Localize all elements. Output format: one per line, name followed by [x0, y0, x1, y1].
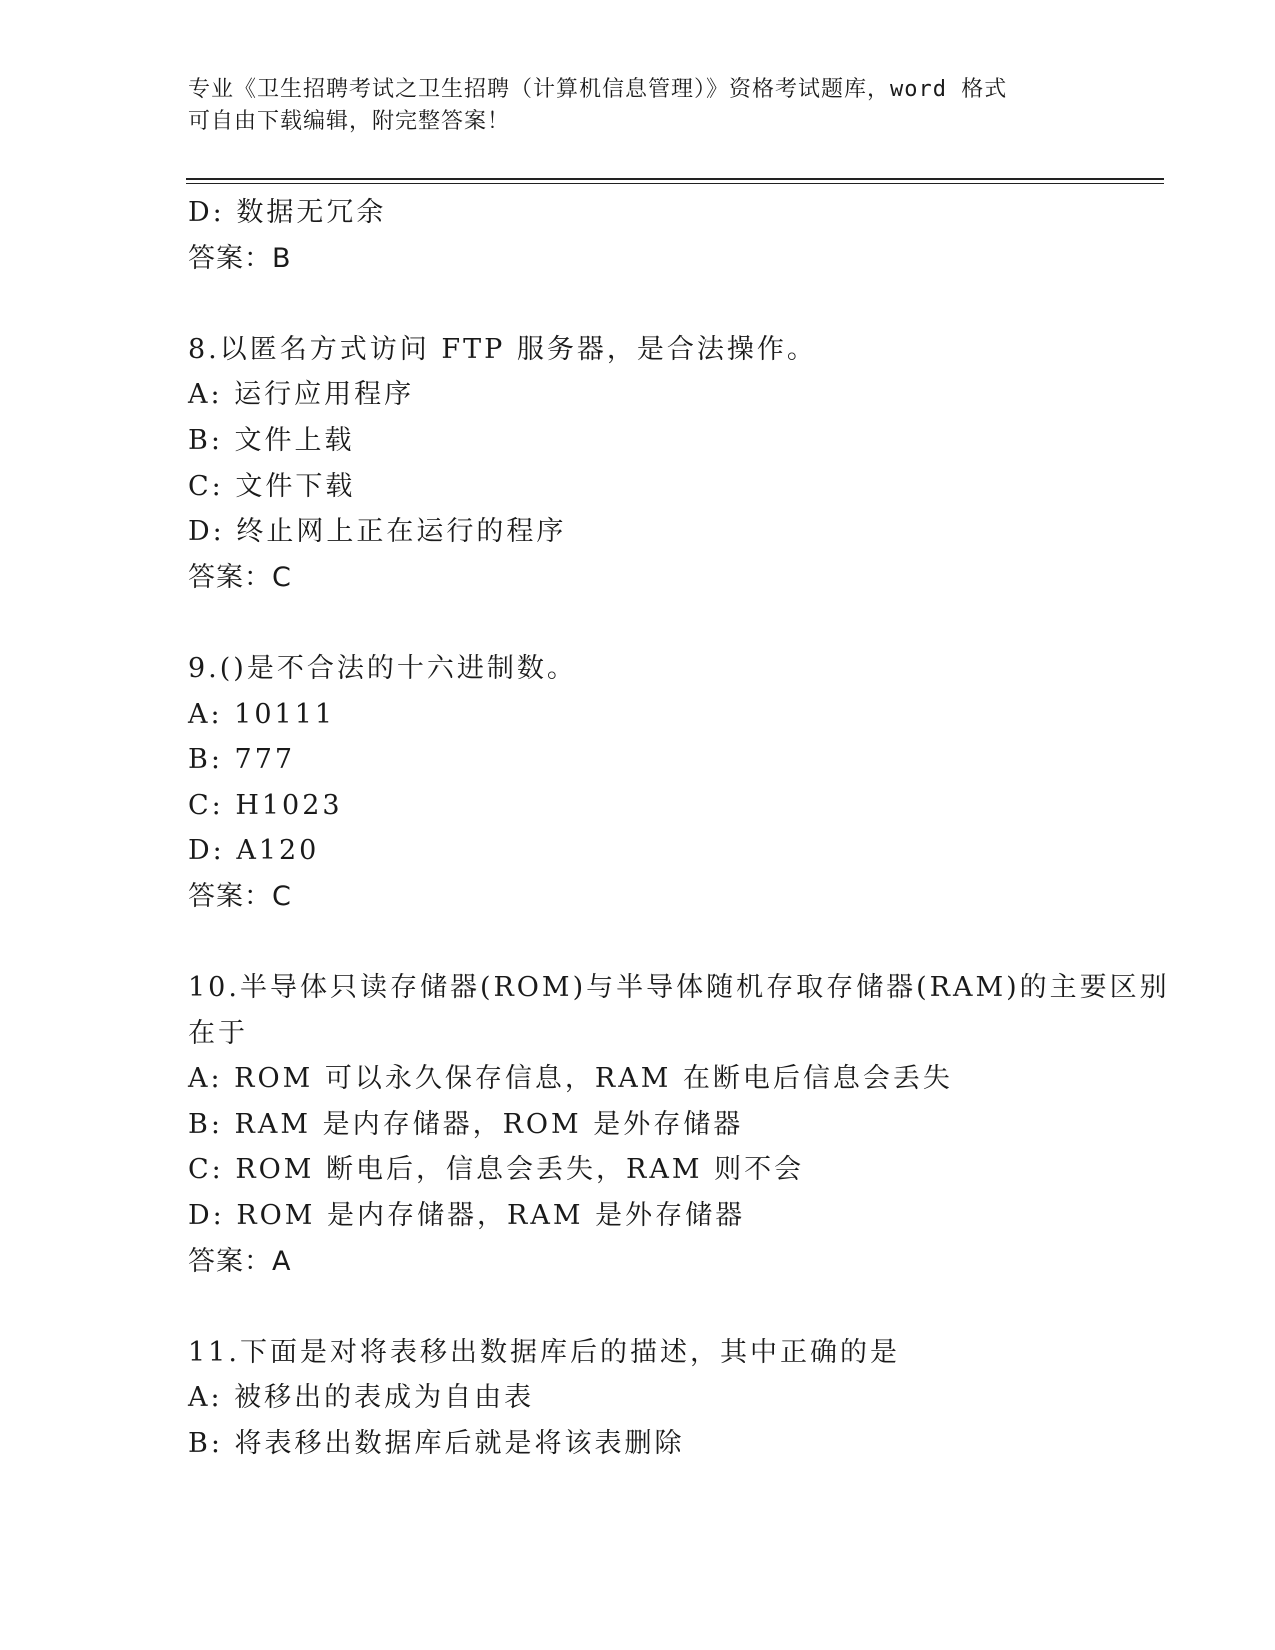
option-d: D: ROM 是内存储器，RAM 是外存储器	[188, 1200, 746, 1232]
option-c: C: H1023	[188, 789, 343, 821]
option-d: D: A120	[188, 835, 320, 867]
question-stem: 11.下面是对将表移出数据库后的描述，其中正确的是	[188, 1336, 900, 1368]
answer-line: 答案：A	[188, 1245, 292, 1277]
option-d: D: 终止网上正在运行的程序	[188, 516, 567, 548]
answer-line: 答案：B	[188, 242, 292, 274]
option-a: A: 被移出的表成为自由表	[188, 1382, 535, 1414]
question-stem: 9.()是不合法的十六进制数。	[188, 652, 577, 684]
option-a: A: 运行应用程序	[188, 379, 415, 411]
question-8	[188, 327, 1088, 601]
spacer	[188, 1284, 1088, 1330]
document-body	[188, 190, 1170, 1467]
question-7-tail	[188, 190, 1088, 281]
question-stem-line-2: 在于	[188, 1017, 248, 1049]
document-header	[188, 74, 1088, 138]
question-10	[188, 965, 1170, 1284]
question-stem-line-1: 10.半导体只读存储器(ROM)与半导体随机存取存储器(RAM)的主要区别	[188, 972, 1170, 1004]
option-a: A: 10111	[188, 698, 336, 730]
option-a: A: ROM 可以永久保存信息，RAM 在断电后信息会丢失	[188, 1063, 953, 1095]
option-b: B: 文件上载	[188, 424, 355, 456]
question-stem: 8.以匿名方式访问 FTP 服务器，是合法操作。	[188, 333, 817, 365]
header-line-1: 专业《卫生招聘考试之卫生招聘（计算机信息管理）》资格考试题库，word 格式	[188, 77, 1008, 102]
answer-line: 答案：C	[188, 561, 292, 593]
option-c: C: 文件下载	[188, 470, 356, 502]
header-line-2: 可自由下载编辑，附完整答案！	[188, 109, 511, 134]
option-b: B: RAM 是内存储器，ROM 是外存储器	[188, 1108, 744, 1140]
option-b: B: 将表移出数据库后就是将该表删除	[188, 1428, 685, 1460]
header-rule-thick	[186, 178, 1164, 180]
question-11	[188, 1330, 1088, 1467]
question-9	[188, 646, 1088, 920]
spacer	[188, 600, 1088, 646]
answer-line: 答案：C	[188, 880, 292, 912]
spacer	[188, 920, 1088, 966]
header-rule-thin	[186, 183, 1164, 184]
spacer	[188, 281, 1088, 327]
option-d: D: 数据无冗余	[188, 197, 387, 228]
option-b: B: 777	[188, 744, 296, 776]
option-c: C: ROM 断电后，信息会丢失，RAM 则不会	[188, 1154, 805, 1186]
